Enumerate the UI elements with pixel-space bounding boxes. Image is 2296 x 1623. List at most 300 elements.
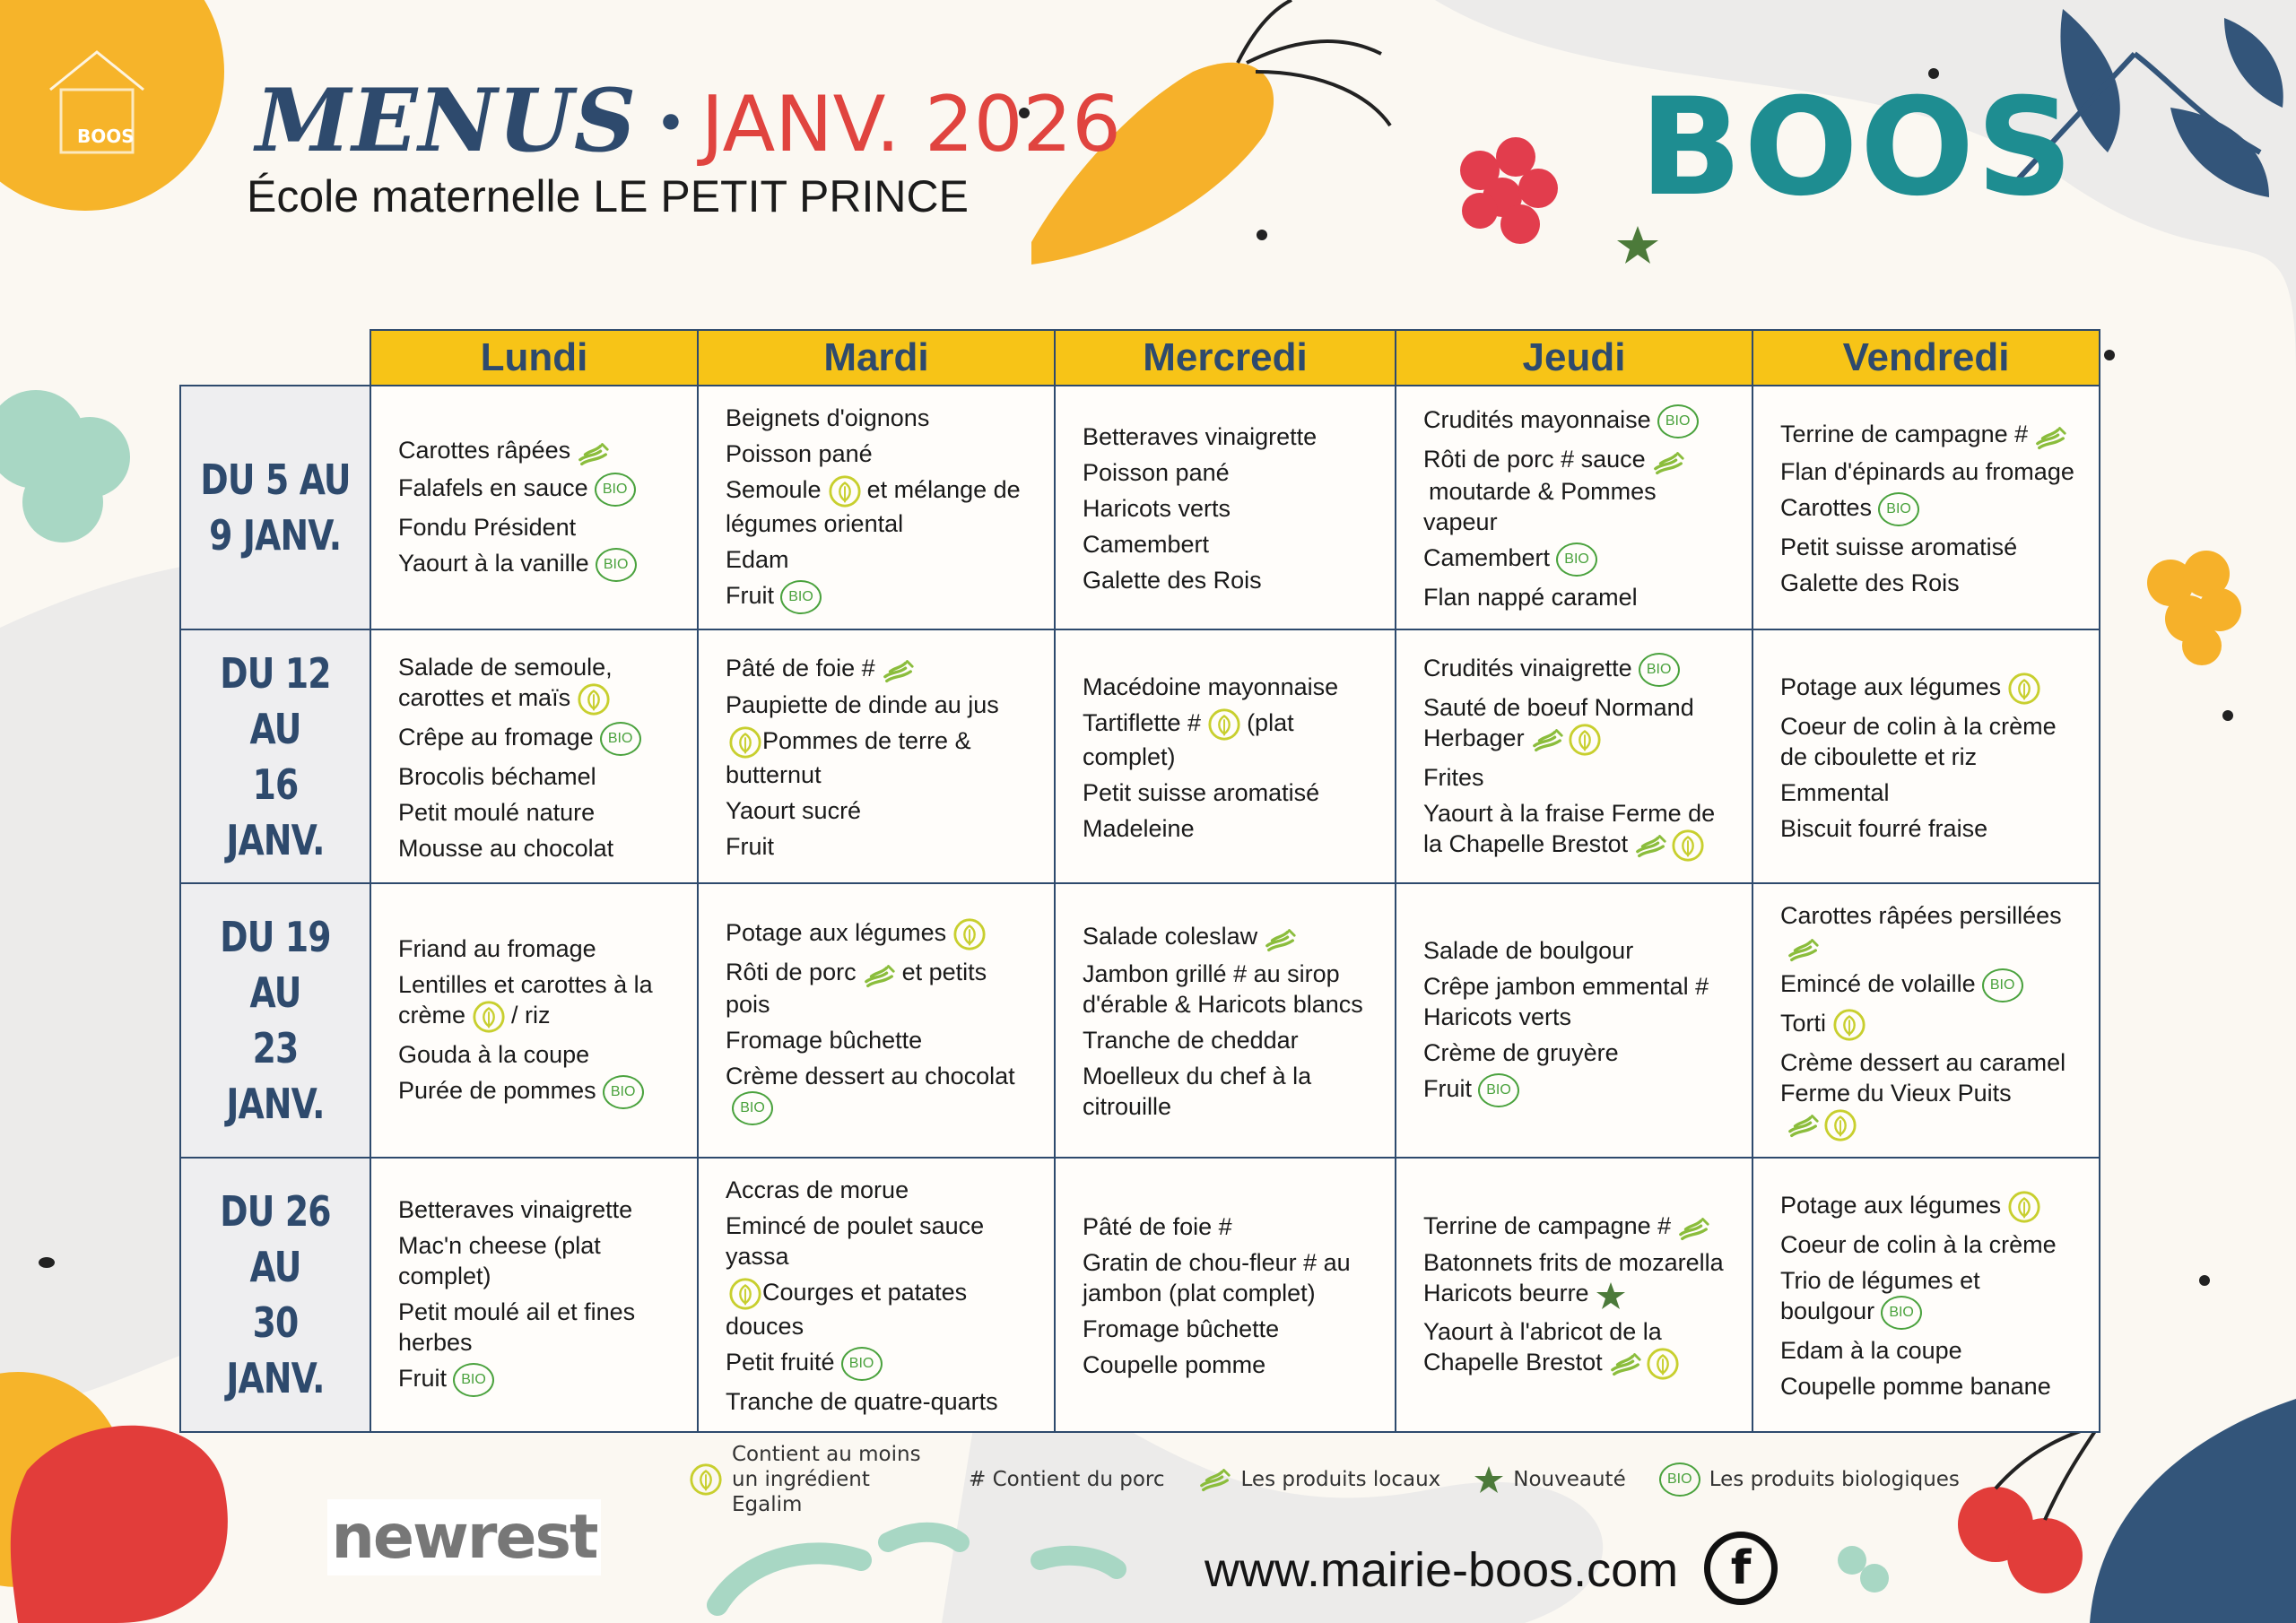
dish-name-continued: moutarde & Pommes vapeur [1423, 477, 1657, 535]
menu-cell [370, 883, 698, 1158]
local-fields-icon [1652, 449, 1686, 476]
bio-badge-icon [1657, 1462, 1700, 1497]
dish-name: Coupelle pomme banane [1780, 1372, 2051, 1400]
local-fields-icon [1196, 1466, 1232, 1493]
dish-badges [1631, 830, 1705, 857]
dish-item [1083, 707, 1373, 772]
dish-list [1083, 921, 1373, 1122]
dish-item [1423, 692, 1730, 757]
dish-name: Fruit [1423, 1075, 1472, 1103]
dish-badges [574, 684, 611, 711]
dish-name: Biscuit fourré fraise [1780, 814, 1988, 842]
dish-name: Batonnets frits de mozarella Haricots beurre [1423, 1249, 1724, 1307]
dish-item [398, 797, 675, 828]
week-label-line: DU 26 AU [220, 1186, 331, 1291]
dish-name: Brocolis béchamel [398, 762, 596, 790]
dish-item [1780, 777, 2077, 808]
dish-badges [860, 960, 897, 987]
dish-name: Salade de semoule, carottes et maïs [398, 653, 613, 711]
corner-logo-text: BOOS [77, 126, 135, 147]
dish-name: Tranche de cheddar [1083, 1026, 1299, 1054]
dish-badges [1553, 544, 1597, 571]
egalim-leaf-icon [1671, 829, 1705, 863]
dish-name: Crêpe jambon emmental # Haricots verts [1423, 972, 1709, 1030]
dish-item [726, 653, 1032, 685]
dish-item [1780, 1229, 2077, 1260]
dish-name: Petit fruité [726, 1349, 835, 1376]
menu-cell [1396, 883, 1752, 1158]
dish-name: Potage aux légumes [1780, 1192, 2002, 1219]
dish-list [1423, 1211, 1730, 1382]
star-icon [1596, 1280, 1626, 1311]
dish-name: Carottes râpées persillées [1780, 902, 2062, 929]
day-header-mercredi: Mercredi [1055, 330, 1396, 386]
week-row [180, 386, 2100, 629]
bio-badge-icon: BIO [596, 548, 637, 582]
dish-name: Potage aux légumes [726, 919, 947, 947]
dish-item [1780, 1008, 2077, 1042]
dish-item [398, 512, 675, 542]
dish-name: Petit moulé nature [398, 798, 596, 826]
dish-item [1780, 900, 2077, 963]
dish-name: Gouda à la coupe [398, 1040, 590, 1068]
menu-cell [1396, 629, 1752, 883]
local-fields-icon [1677, 1215, 1711, 1242]
dish-name: Edam [726, 546, 789, 573]
menu-cell [370, 386, 698, 629]
website-link[interactable]: www.mairie-boos.com [1205, 1543, 1679, 1597]
dish-name: Petit moulé ail et fines herbes [398, 1298, 636, 1356]
dish-name: Terrine de campagne # [1423, 1211, 1672, 1239]
dish-name-continued: et mélange de légumes oriental [726, 476, 1021, 537]
dish-name: Macédoine mayonnaise [1083, 673, 1339, 700]
egalim-leaf-icon [1646, 1347, 1680, 1381]
day-header-vendredi: Vendredi [1752, 330, 2100, 386]
facebook-icon[interactable]: f [1704, 1532, 1778, 1605]
week-label-line: 30 JANV. [226, 1298, 325, 1402]
dish-item [1780, 1047, 2077, 1142]
dish-item [726, 690, 1032, 720]
week-row [180, 629, 2100, 883]
dish-name: Salade de boulgour [1423, 936, 1634, 964]
dish-item [726, 795, 1032, 826]
dish-list [1083, 1211, 1373, 1380]
menu-cell [698, 1158, 1055, 1432]
dish-item [1083, 813, 1373, 844]
dish-name: Crème dessert au chocolat [726, 1062, 1015, 1089]
menu-cell [1055, 629, 1396, 883]
local-fields-icon [863, 962, 897, 989]
dish-name: Coeur de colin à la crème [1780, 1230, 2057, 1258]
dish-item [1083, 1061, 1373, 1122]
egalim-leaf-icon [2007, 672, 2041, 706]
dish-name: Pommes de terre & butternut [726, 727, 971, 789]
dish-item [1780, 532, 2077, 562]
dish-badges [1655, 406, 1699, 433]
legend-egalim [686, 1442, 938, 1517]
dish-item [1423, 971, 1730, 1032]
dish-name: Tartiflette # [1083, 708, 1202, 736]
bio-badge-icon: BIO [732, 1091, 773, 1125]
menu-cell [1752, 1158, 2100, 1432]
legend-pork-text: # Contient du porc [969, 1468, 1165, 1491]
egalim-leaf-icon [2007, 1190, 2041, 1224]
dish-name: Fondu Président [398, 513, 577, 541]
local-fields-icon [1609, 1350, 1643, 1377]
title-separator: • [655, 92, 687, 155]
local-fields-icon [1634, 832, 1668, 859]
table-header-row [180, 330, 2100, 386]
dish-item [1083, 959, 1373, 1020]
dish-item [1780, 1190, 2077, 1224]
dish-item [726, 917, 1032, 951]
dish-item [398, 933, 675, 964]
dish-list [1083, 672, 1373, 844]
dish-item [1780, 1335, 2077, 1366]
dish-name: Gratin de chou-fleur # au jambon (plat complet) [1083, 1248, 1351, 1306]
dish-item [398, 969, 675, 1034]
dish-item [1423, 653, 1730, 687]
legend [686, 1443, 1960, 1516]
dish-name: Yaourt à la fraise Ferme de la Chapelle Brestot [1423, 799, 1716, 857]
menu-cell [698, 629, 1055, 883]
day-header-lundi: Lundi [370, 330, 698, 386]
dish-item [726, 831, 1032, 862]
egalim-leaf-icon [686, 1462, 723, 1497]
dish-name: Camembert [1423, 544, 1551, 572]
dish-badges [1784, 934, 1821, 961]
dish-badges [2005, 673, 2041, 700]
egalim-leaf-icon [1823, 1108, 1857, 1142]
dish-name: Torti [1780, 1010, 1827, 1037]
dish-item [398, 1039, 675, 1070]
dish-name-continued: (plat complet) [1083, 708, 1294, 770]
dish-name: Galette des Rois [1083, 567, 1262, 594]
dish-name: Mousse au chocolat [398, 834, 614, 862]
dish-item [398, 473, 675, 507]
dish-name: Jambon grillé # au sirop d'érable & Haricots blancs [1083, 959, 1363, 1018]
dish-name: Yaourt à l'abricot de la Chapelle Brestot [1423, 1318, 1662, 1376]
dish-name: Carottes râpées [398, 437, 571, 464]
legend-new-text: Nouveauté [1513, 1468, 1626, 1491]
dish-badges [2031, 422, 2068, 449]
dish-badges [1875, 494, 1919, 521]
week-row [180, 1158, 2100, 1432]
dish-item [1423, 1211, 1730, 1243]
dish-name-continued: et petits pois [726, 959, 987, 1018]
corner-logo [43, 43, 151, 160]
dish-name: Paupiette de dinde au jus [726, 691, 999, 719]
dish-list [398, 933, 675, 1109]
egalim-leaf-icon [828, 474, 862, 508]
dish-name: Yaourt à la vanille [398, 550, 589, 577]
dish-badges [450, 1365, 494, 1392]
dish-item [1423, 935, 1730, 966]
dish-item [1423, 582, 1730, 612]
dish-list [726, 653, 1032, 863]
dish-name: Fruit [398, 1365, 447, 1392]
bio-badge-icon: BIO [1478, 1073, 1519, 1107]
star-icon [1471, 1464, 1504, 1495]
dish-name: Galette des Rois [1780, 568, 1960, 596]
dish-name: Terrine de campagne # [1780, 421, 2029, 448]
dish-item [1780, 1371, 2077, 1402]
dish-name: Lentilles et carottes à la crème [398, 970, 653, 1029]
dish-item [1780, 1265, 2077, 1330]
dish-badges [1205, 709, 1241, 736]
dish-item [1083, 777, 1373, 808]
legend-egalim-text: Contient au moins un ingrédient Egalim [732, 1443, 921, 1516]
egalim-leaf-icon [577, 682, 611, 716]
menu-cell [1752, 883, 2100, 1158]
dish-item [1780, 968, 2077, 1002]
dish-item [1423, 1316, 1730, 1381]
star-icon [1474, 1464, 1504, 1495]
dish-badges [593, 550, 637, 577]
legend-local [1196, 1466, 1441, 1493]
dish-name: Rôti de porc # sauce [1423, 446, 1646, 473]
menu-cell [1752, 629, 2100, 883]
dish-list [398, 652, 675, 864]
dish-badges [1475, 1075, 1519, 1102]
dish-badges [597, 724, 641, 751]
dish-badges [600, 1077, 644, 1104]
menu-cell [698, 883, 1055, 1158]
dish-item [1780, 672, 2077, 706]
dish-badges [839, 1349, 883, 1376]
bio-badge-icon: BIO [1556, 542, 1597, 577]
menu-cell [1396, 386, 1752, 629]
dish-name: Fromage bûchette [726, 1026, 923, 1054]
dish-name-continued: / riz [511, 1002, 551, 1029]
dish-name: Crudités mayonnaise [1423, 406, 1651, 434]
dish-item [726, 1061, 1032, 1125]
dish-name: Petit suisse aromatisé [1780, 533, 2018, 560]
dish-item [1423, 542, 1730, 577]
local-fields-icon [1531, 726, 1565, 753]
menu-cell [370, 629, 698, 883]
dish-name: Carottes [1780, 494, 1873, 522]
dish-item [1083, 1211, 1373, 1242]
dish-item [726, 1025, 1032, 1055]
dish-name: Edam à la coupe [1780, 1336, 1962, 1364]
egalim-leaf-icon [1207, 707, 1241, 742]
dish-item [398, 833, 675, 864]
dish-badges [2005, 1192, 2041, 1219]
dish-item [398, 1194, 675, 1225]
boos-brand-logo: BOOS [1639, 70, 2075, 226]
legend-pork [969, 1467, 1165, 1492]
dish-name: Falafels en sauce [398, 474, 588, 502]
dish-item [726, 580, 1032, 614]
dish-name: Crudités vinaigrette [1423, 654, 1632, 681]
dish-badges [1606, 1349, 1680, 1376]
dish-name: Poisson pané [726, 440, 873, 467]
dish-item [1780, 813, 2077, 844]
school-subtitle: École maternelle LE PETIT PRINCE [247, 171, 969, 221]
dish-name: Poisson pané [1083, 459, 1230, 486]
dish-name: Yaourt sucré [726, 797, 862, 825]
egalim-leaf-icon [689, 1462, 723, 1497]
dish-list [1780, 419, 2077, 598]
dish-name: Purée de pommes [398, 1077, 596, 1105]
dish-name: Betteraves vinaigrette [1083, 423, 1318, 450]
dish-item [1423, 762, 1730, 793]
dish-name: Courges et patates douces [726, 1279, 968, 1340]
dish-name: Fruit [726, 833, 774, 861]
dish-list [726, 1175, 1032, 1417]
dish-name: Sauté de boeuf Normand Herbager [1423, 693, 1694, 751]
dish-name: Pâté de foie # [1083, 1212, 1232, 1240]
dish-name: Betteraves vinaigrette [398, 1195, 633, 1223]
dish-list [726, 403, 1032, 614]
bio-badge-icon: BIO [1881, 1296, 1922, 1330]
local-fields-icon [1787, 936, 1821, 963]
dish-item [726, 1277, 1032, 1341]
local-fields-icon [1264, 926, 1298, 953]
dish-item [1780, 456, 2077, 487]
dish-name: Crème de gruyère [1423, 1038, 1619, 1066]
egalim-leaf-icon [1832, 1008, 1866, 1042]
bio-badge-icon: BIO [780, 580, 822, 614]
dish-list [1423, 653, 1730, 863]
dish-name: Crêpe au fromage [398, 723, 594, 751]
egalim-leaf-icon [728, 725, 762, 759]
dish-item [726, 438, 1032, 469]
menu-cell [698, 386, 1055, 629]
dish-badges [1878, 1298, 1922, 1324]
dish-list [398, 1194, 675, 1397]
dish-item [398, 1075, 675, 1109]
dish-name: Emincé de poulet sauce yassa [726, 1211, 985, 1270]
table-corner [180, 330, 370, 386]
dish-badges [1528, 725, 1602, 751]
dish-name: Tranche de quatre-quarts [726, 1387, 998, 1415]
dish-badges [1674, 1213, 1711, 1240]
dish-name: Flan nappé caramel [1423, 583, 1638, 611]
dish-item [398, 435, 675, 467]
bio-badge-icon: BIO [595, 473, 636, 507]
week-label [180, 386, 370, 629]
menu-table [179, 329, 2100, 1433]
dish-item [1083, 1350, 1373, 1380]
dish-item [726, 1347, 1032, 1381]
dish-item [1780, 492, 2077, 526]
local-fields-icon [2034, 424, 2068, 451]
dish-name: Beignets d'oignons [726, 404, 930, 431]
week-label-line: DU 12 AU [220, 648, 331, 753]
week-label-line: 9 JANV. [209, 511, 342, 560]
local-fields-icon [882, 657, 916, 684]
dish-item [1083, 529, 1373, 560]
dish-name: Madeleine [1083, 814, 1195, 842]
bio-badge-icon: BIO [1639, 653, 1680, 687]
dish-item [398, 548, 675, 582]
dish-badges [950, 919, 987, 946]
legend-new [1471, 1464, 1625, 1495]
dish-item [1083, 1314, 1373, 1344]
dish-list [726, 917, 1032, 1125]
dish-name: Haricots verts [1083, 495, 1231, 522]
dish-item [726, 1175, 1032, 1205]
dish-name: Rôti de porc [726, 959, 857, 985]
newrest-logo: newrest [327, 1499, 601, 1575]
day-header-jeudi: Jeudi [1396, 330, 1752, 386]
dish-list [1780, 900, 2077, 1142]
week-label-line: DU 5 AU [200, 456, 351, 504]
bio-badge-icon: BIO [841, 1347, 883, 1381]
week-label [180, 1158, 370, 1432]
legend-bio [1657, 1462, 1960, 1497]
dish-badges [1649, 447, 1686, 474]
dish-badges [1636, 655, 1680, 681]
dish-item [726, 957, 1032, 1020]
dish-item [1083, 921, 1373, 953]
dish-item [726, 544, 1032, 575]
dish-badges [1593, 1280, 1626, 1307]
bio-badge-icon: BIO [1659, 1462, 1700, 1497]
dish-item [1423, 1247, 1730, 1311]
dish-item [726, 1211, 1032, 1271]
dish-name: Trio de légumes et boulgour [1780, 1266, 1980, 1324]
dish-name: Emmental [1780, 778, 1890, 806]
dish-list [1780, 672, 2077, 844]
dish-badges [1830, 1010, 1866, 1037]
dish-name: Fruit [726, 582, 774, 610]
local-fields-icon [577, 440, 611, 467]
title-word: MENUS [256, 70, 638, 171]
dish-list [1423, 935, 1730, 1107]
menu-cell [1055, 386, 1396, 629]
menu-cell [1396, 1158, 1752, 1432]
dish-name: Frites [1423, 763, 1484, 791]
dish-item [726, 725, 1032, 790]
egalim-leaf-icon [728, 1277, 762, 1311]
dish-item [1083, 672, 1373, 702]
dish-name: Flan d'épinards au fromage [1780, 457, 2074, 485]
dish-name: Coupelle pomme [1083, 1350, 1266, 1378]
dish-name: Petit suisse aromatisé [1083, 778, 1320, 806]
dish-name: Accras de morue [726, 1176, 909, 1203]
menu-cell [1055, 1158, 1396, 1432]
dish-item [398, 652, 675, 716]
dish-list [1780, 1190, 2077, 1402]
egalim-leaf-icon [952, 917, 987, 951]
week-label-line: 23 JANV. [226, 1023, 325, 1128]
menu-cell [1055, 883, 1396, 1158]
dish-name: Friand au fromage [398, 934, 596, 962]
menu-body [180, 386, 2100, 1432]
week-label-line: DU 19 AU [220, 912, 331, 1017]
dish-name: Semoule [726, 476, 822, 504]
dish-badges [879, 655, 916, 682]
dish-name: Potage aux légumes [1780, 673, 2002, 700]
dish-item [1083, 421, 1373, 452]
dish-list [1423, 404, 1730, 612]
local-fields-icon [1787, 1112, 1821, 1139]
menu-cell [370, 1158, 698, 1432]
week-row [180, 883, 2100, 1158]
legend-local-text: Les produits locaux [1240, 1468, 1441, 1491]
day-header-mardi: Mardi [698, 330, 1055, 386]
dish-item [1083, 565, 1373, 595]
dish-badges [1979, 970, 2023, 997]
dish-item [1780, 711, 2077, 772]
dish-name: Camembert [1083, 531, 1210, 558]
dish-item [1423, 1073, 1730, 1107]
bio-badge-icon: BIO [1878, 492, 1919, 526]
dish-item [1423, 1037, 1730, 1068]
